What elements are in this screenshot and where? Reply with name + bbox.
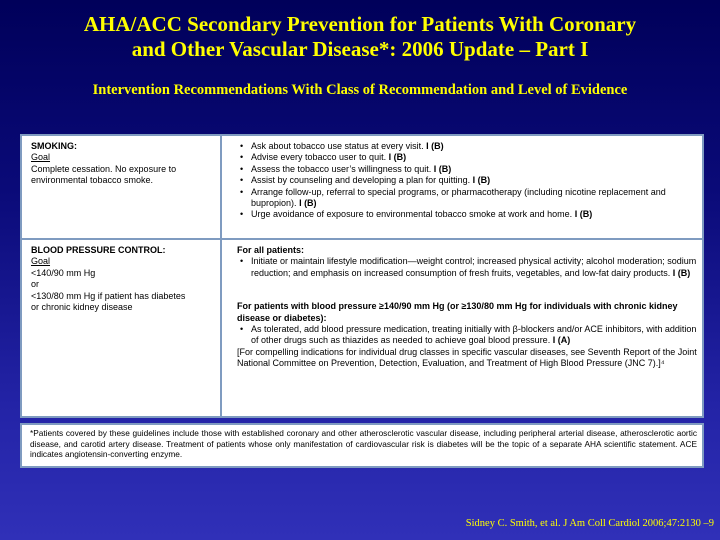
all-patients-heading: For all patients: [237, 245, 305, 255]
list-item [251, 209, 699, 220]
smoking-goal-cell [31, 141, 226, 187]
slide-title-line1: AHA/ACC Secondary Prevention for Patients With Coronary [83, 12, 637, 36]
item-text: Advise every tobacco user to quit. [251, 152, 387, 163]
slide-title-line2: and Other Vascular Disease*: 2006 Update – Part I [131, 37, 589, 61]
item-text: Initiate or maintain lifestyle modification—weight control; increased physical activity; alcohol moderation; sodium reduction; and emphasis on increased consumption of fresh fruits, vegetables, and low-fat dairy products. [251, 256, 697, 278]
item-grade: I (B) [672, 267, 691, 278]
smoking-interventions-cell [237, 141, 699, 221]
column-divider [220, 240, 222, 418]
list-item [251, 164, 699, 175]
item-text: Urge avoidance of exposure to environmental tobacco smoke at work and home. [251, 209, 573, 220]
citation: Sidney C. Smith, et al. J Am Coll Cardiol 2006;47:2130 –9 [465, 518, 714, 529]
list-item [251, 256, 699, 279]
recommendations-table [20, 134, 704, 418]
jnc7-note: [For compelling indications for individual drug classes in specific vascular diseases, see Seventh Report of the Joint National Committee on Prevention, Detection, Evaluation, and Treatment of High Blood Pressure (JNC 7).]⁴ [237, 346, 697, 369]
smoking-row [22, 136, 702, 238]
list-item [251, 141, 699, 152]
all-patients-list [237, 256, 699, 279]
spacer [237, 290, 699, 301]
high-bp-heading: For patients with blood pressure ≥140/90 mm Hg (or ≥130/80 mm Hg for individuals with chronic kidney disease or diabetes): [237, 301, 678, 323]
smoking-goal-label: Goal [31, 152, 51, 163]
item-grade: I (B) [426, 141, 444, 151]
item-grade: I (B) [472, 175, 491, 186]
smoking-list [237, 141, 699, 221]
item-text: Assess the tobacco user’s willingness to quit. [251, 163, 432, 174]
bp-goal-label: Goal [31, 256, 51, 267]
bp-goal-line: or [31, 279, 40, 290]
smoking-heading: SMOKING: [31, 141, 77, 151]
blood-pressure-row [22, 238, 702, 418]
bp-goal-line: <140/90 mm Hg [31, 267, 96, 278]
spacer [237, 279, 699, 290]
bp-goal-line: <130/80 mm Hg if patient has diabetes [31, 290, 186, 301]
slide-subtitle: Intervention Recommendations With Class of Recommendation and Level of Evidence [92, 82, 628, 98]
list-item [251, 187, 699, 210]
item-text: Ask about tobacco use status at every visit. [251, 141, 424, 151]
item-grade: I (B) [299, 198, 317, 209]
item-grade: I (A) [552, 335, 571, 346]
list-item [251, 152, 699, 163]
high-bp-list [237, 324, 699, 347]
item-grade: I (B) [388, 152, 407, 163]
smoking-goal-line: Complete cessation. No exposure to [31, 163, 177, 174]
item-grade: I (B) [574, 209, 593, 220]
column-divider [220, 136, 222, 238]
list-item [251, 175, 699, 186]
item-text: As tolerated, add blood pressure medication, treating initially with β-blockers and/or ACE inhibitors, with addition of other drugs such as thiazides as needed to achieve goal blood pressure. [251, 324, 697, 346]
bp-goal-cell [31, 245, 226, 313]
item-text: Assist by counseling and developing a plan for quitting. [251, 175, 471, 186]
item-grade: I (B) [433, 163, 452, 174]
footnote: *Patients covered by these guidelines include those with established coronary and other atherosclerotic vascular disease, including peripheral arterial disease, atherosclerotic aortic disease, and carotid artery disease. Treatment of patients whose only manifestation of cardiovascular risk is diabetes will be the topic of a separate AHA scientific statement. ACE indicates angiotensin-converting enzyme. [20, 423, 704, 468]
bp-interventions-cell [237, 245, 699, 370]
smoking-goal-line: environmental tobacco smoke. [31, 175, 154, 186]
bp-goal-line: or chronic kidney disease [31, 302, 133, 313]
bp-heading: BLOOD PRESSURE CONTROL: [31, 245, 166, 255]
slide-title [0, 12, 720, 62]
list-item [251, 324, 699, 347]
item-text: Arrange follow-up, referral to special programs, or pharmacotherapy (including nicotine replacement and bupropion). [251, 186, 666, 209]
